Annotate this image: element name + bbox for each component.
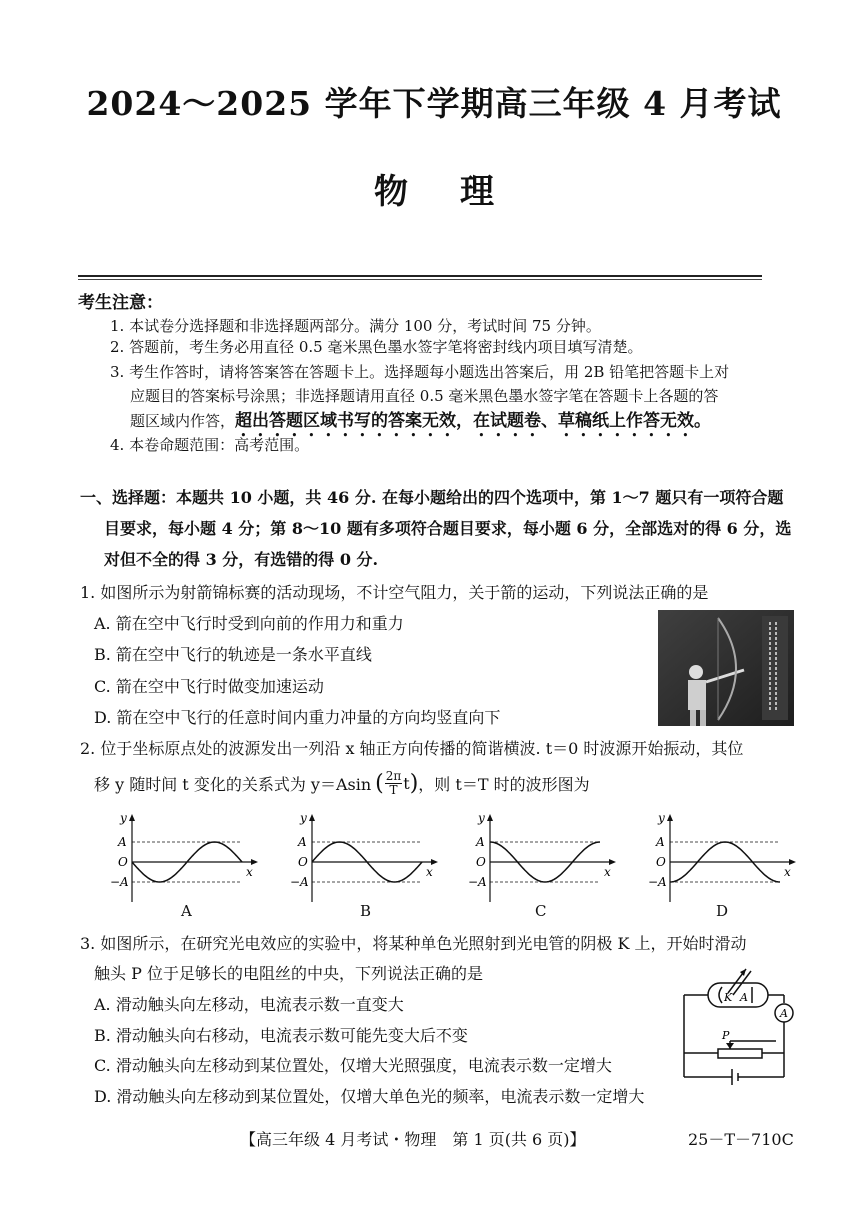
section-heading-line-2: 目要求，每小题 4 分；第 8～10 题有多项符合题目要求，每小题 6 分，全部选对的得 6 分，选 — [104, 519, 792, 538]
notice-item-4: 4. 本卷命题范围：高考范围。 — [110, 436, 310, 454]
amplitude-label: A — [656, 835, 665, 849]
q2-frac-numerator: 2π — [385, 769, 402, 783]
q2-left-paren: ( — [375, 771, 384, 796]
subject-title: 物理 — [374, 172, 546, 212]
x-axis-label: x — [604, 865, 611, 879]
wave-graph-c — [468, 811, 616, 902]
q2-stem-line-1: 2. 位于坐标原点处的波源发出一列沿 x 轴正方向传播的简谐横波. t＝0 时波源开始振动，其位 — [80, 739, 744, 758]
neg-amplitude-label: −A — [648, 875, 667, 889]
neg-amplitude-label: −A — [110, 875, 129, 889]
x-axis-label: x — [426, 865, 433, 879]
exam-title: 2024～2025 学年下学期高三年级 4 月考试 — [86, 84, 782, 123]
amplitude-label: A — [476, 835, 485, 849]
q2-stem-t: t — [403, 774, 410, 793]
q2-stem-part-1: 移 y 随时间 t 变化的关系式为 y＝Asin — [94, 775, 372, 794]
amplitude-label: A — [298, 835, 307, 849]
q2-right-paren: ) — [409, 771, 419, 796]
y-axis-label: y — [658, 811, 665, 825]
footer-page-info: 【高三年级 4 月考试・物理 第 1 页(共 6 页)】 — [240, 1130, 586, 1149]
q2-stem-line-2 — [94, 770, 590, 797]
q2-graph-label-a: A — [181, 902, 192, 920]
footer-code: 25－T－710C — [688, 1130, 794, 1149]
y-axis-label: y — [478, 811, 485, 825]
notice-item-3-cont: 应题目的答案标号涂黑；非选择题请用直径 0.5 毫米黑色墨水签字笔在答题卡上各题的答 — [130, 387, 719, 405]
phototube — [708, 983, 768, 1007]
cathode-label: K — [724, 991, 733, 1004]
q1-option-b: B. 箭在空中飞行的轨迹是一条水平直线 — [94, 645, 372, 664]
neg-amplitude-label: −A — [468, 875, 487, 889]
slider-label: P — [722, 1029, 730, 1042]
y-axis-label: y — [120, 811, 127, 825]
anode-label: A — [740, 991, 748, 1004]
q2-wave-graphs — [90, 810, 810, 920]
origin-label: O — [118, 855, 128, 869]
notice-item-2: 2. 答题前，考生务必用直径 0.5 毫米黑色墨水签字笔将密封线内项目填写清楚。 — [110, 338, 643, 356]
q1-stem: 1. 如图所示为射箭锦标赛的活动现场，不计空气阻力，关于箭的运动，下列说法正确的是 — [80, 583, 709, 602]
q1-option-c: C. 箭在空中飞行时做变加速运动 — [94, 677, 324, 696]
q2-graph-label-c: C — [535, 902, 547, 920]
header-rule-thin — [78, 279, 762, 280]
q2-frac-denominator: T — [389, 783, 398, 797]
q2-fraction — [385, 770, 403, 797]
q2-graph-label-d: D — [716, 902, 729, 920]
notice-emphasis: 超出答题区域书写的答案无效，在试题卷、草稿纸上作答无效。 — [235, 411, 712, 431]
y-axis-label: y — [300, 811, 307, 825]
origin-label: O — [656, 855, 666, 869]
section-heading-line-3: 对但不全的得 3 分，有选错的得 0 分. — [104, 550, 379, 569]
q3-option-c: C. 滑动触头向左移动到某位置处，仅增大光照强度，电流表示数一定增大 — [94, 1056, 612, 1075]
q1-option-a: A. 箭在空中飞行时受到向前的作用力和重力 — [94, 614, 404, 633]
q2-graph-label-b: B — [360, 902, 372, 920]
origin-label: O — [476, 855, 486, 869]
notice-item-1: 1. 本试卷分选择题和非选择题两部分。满分 100 分，考试时间 75 分钟。 — [110, 317, 601, 335]
section-heading-line-1: 一、选择题：本题共 10 小题，共 46 分. 在每小题给出的四个选项中，第 1～7 题只有一项符合题 — [80, 488, 784, 507]
wave-graph-b — [290, 811, 438, 902]
wave-graph-d — [648, 811, 796, 902]
amplitude-label: A — [118, 835, 127, 849]
q3-option-a: A. 滑动触头向左移动，电流表示数一直变大 — [94, 995, 404, 1014]
x-axis-label: x — [246, 865, 253, 879]
q3-option-d: D. 滑动触头向左移动到某位置处，仅增大单色光的频率，电流表示数一定增大 — [94, 1087, 645, 1106]
notice-item-3: 3. 考生作答时，请将答案答在答题卡上。选择题每小题选出答案后，用 2B 铅笔把答题卡上对 — [110, 363, 730, 381]
origin-label: O — [298, 855, 308, 869]
q3-stem-line-2: 触头 P 位于足够长的电阻丝的中央，下列说法正确的是 — [94, 964, 483, 983]
q3-stem-line-1: 3. 如图所示，在研究光电效应的实验中，将某种单色光照射到光电管的阴极 K 上，开始时滑动 — [80, 934, 747, 953]
notice-item-3-prefix: 题区域内作答， — [130, 412, 236, 430]
q1-option-d: D. 箭在空中飞行的任意时间内重力冲量的方向均竖直向下 — [94, 708, 501, 727]
header-rule — [78, 275, 762, 277]
wave-graph-a — [110, 811, 258, 902]
archery-photo — [658, 610, 794, 726]
q2-stem-part-2: ，则 t＝T 时的波形图为 — [418, 775, 590, 794]
q3-circuit-diagram — [676, 963, 808, 1103]
ammeter-label: A — [780, 1007, 788, 1020]
x-axis-label: x — [784, 865, 791, 879]
notice-heading: 考生注意： — [78, 293, 163, 313]
q3-option-b: B. 滑动触头向右移动，电流表示数可能先变大后不变 — [94, 1026, 468, 1045]
neg-amplitude-label: −A — [290, 875, 309, 889]
